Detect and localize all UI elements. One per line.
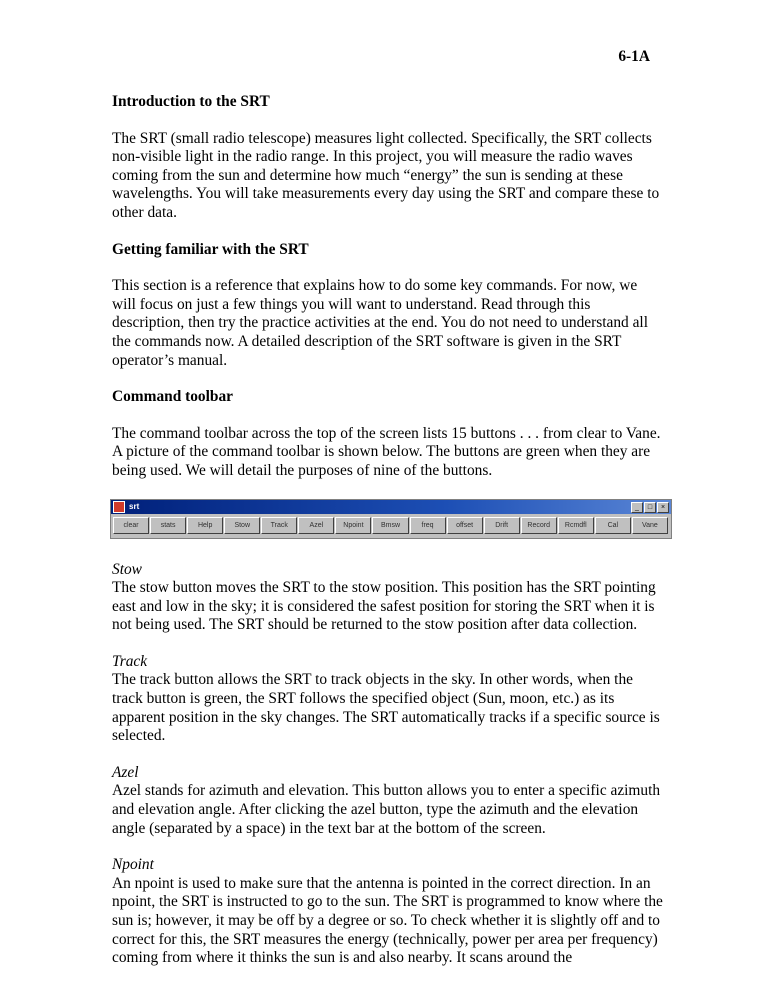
- window-controls: [631, 502, 669, 513]
- toolbar-heading: Command toolbar: [112, 388, 233, 406]
- maximize-icon: □: [644, 502, 656, 513]
- toolbar-button-freq: freq: [410, 517, 446, 534]
- command-npoint: [112, 856, 664, 968]
- close-icon: ×: [657, 502, 669, 513]
- toolbar-button-help: Help: [187, 517, 223, 534]
- toolbar-button-bmsw: Bmsw: [372, 517, 408, 534]
- document-body: [112, 93, 664, 986]
- command-text: The track button allows the SRT to track objects in the sky. In other words, when the track button is green, the SRT follows the specified object (Sun, moon, etc.) as its apparent position in the sky changes. The SRT automatically tracks if a specific source is selected.: [112, 671, 660, 745]
- toolbar-buttons: [111, 514, 671, 534]
- minimize-icon: _: [631, 502, 643, 513]
- toolbar-button-record: Record: [521, 517, 557, 534]
- page-number: 6-1A: [618, 48, 650, 65]
- command-track: [112, 653, 664, 746]
- toolbar-button-clear: clear: [113, 517, 149, 534]
- toolbar-button-cal: Cal: [595, 517, 631, 534]
- toolbar-button-offset: offset: [447, 517, 483, 534]
- toolbar-paragraph: The command toolbar across the top of the screen lists 15 buttons . . . from clear to Vane. A picture of the command toolbar is shown below. The buttons are green when they are being used. We will detail the purposes of nine of the buttons.: [112, 424, 661, 479]
- command-text: An npoint is used to make sure that the antenna is pointed in the correct direction. In an npoint, the SRT is instructed to go to the sun. The SRT is programmed to know where the sun is; however, it may be off by a degree or so. To check whether it is slightly off and to correct for this, the SRT measures the energy (technically, power per area per frequency) coming from where it thinks the sun is and also nearby. It scans around the: [112, 874, 663, 967]
- intro-paragraph: The SRT (small radio telescope) measures light collected. Specifically, the SRT collects non-visible light in the radio range. In this project, you will measure the radio waves coming from the sun and determine how much “energy” the sun is sending at these wavelengths. You will take measurements every day using the SRT and compare these to other data.: [112, 129, 660, 221]
- command-stow: [112, 561, 664, 635]
- window-title: srt: [129, 501, 140, 511]
- toolbar-button-npoint: Npoint: [335, 517, 371, 534]
- toolbar-button-rcmdfl: Rcmdfl: [558, 517, 594, 534]
- toolbar-button-track: Track: [261, 517, 297, 534]
- window-titlebar: [111, 500, 671, 514]
- toolbar-button-drift: Drift: [484, 517, 520, 534]
- app-icon: [113, 501, 125, 513]
- command-title: Stow: [112, 560, 142, 578]
- toolbar-button-stats: stats: [150, 517, 186, 534]
- command-azel: [112, 764, 664, 838]
- intro-heading: Introduction to the SRT: [112, 93, 270, 110]
- command-title: Azel: [112, 763, 139, 781]
- toolbar-button-vane: Vane: [632, 517, 668, 534]
- familiar-paragraph: This section is a reference that explains how to do some key commands. For now, we will focus on just a few things you will want to understand. Read through this description, then try the practice activities at the end. You do not need to understand all the commands now. A detailed description of the SRT software is given in the SRT operator’s manual.: [112, 277, 648, 369]
- command-text: Azel stands for azimuth and elevation. This button allows you to enter a specific azimuth and elevation angle. After clicking the azel button, type the azimuth and the elevation angle (separated by a space) in the text bar at the bottom of the screen.: [112, 782, 661, 837]
- command-title: Npoint: [112, 856, 154, 874]
- command-text: The stow button moves the SRT to the stow position. This position has the SRT pointing east and low in the sky; it is considered the safest position for storing the SRT when it is not being used. The SRT should be returned to the stow position after data collection.: [112, 579, 656, 634]
- familiar-heading: Getting familiar with the SRT: [112, 240, 309, 258]
- command-title: Track: [112, 652, 148, 670]
- command-toolbar-image: [110, 499, 672, 539]
- toolbar-button-azel: Azel: [298, 517, 334, 534]
- toolbar-button-stow: Stow: [224, 517, 260, 534]
